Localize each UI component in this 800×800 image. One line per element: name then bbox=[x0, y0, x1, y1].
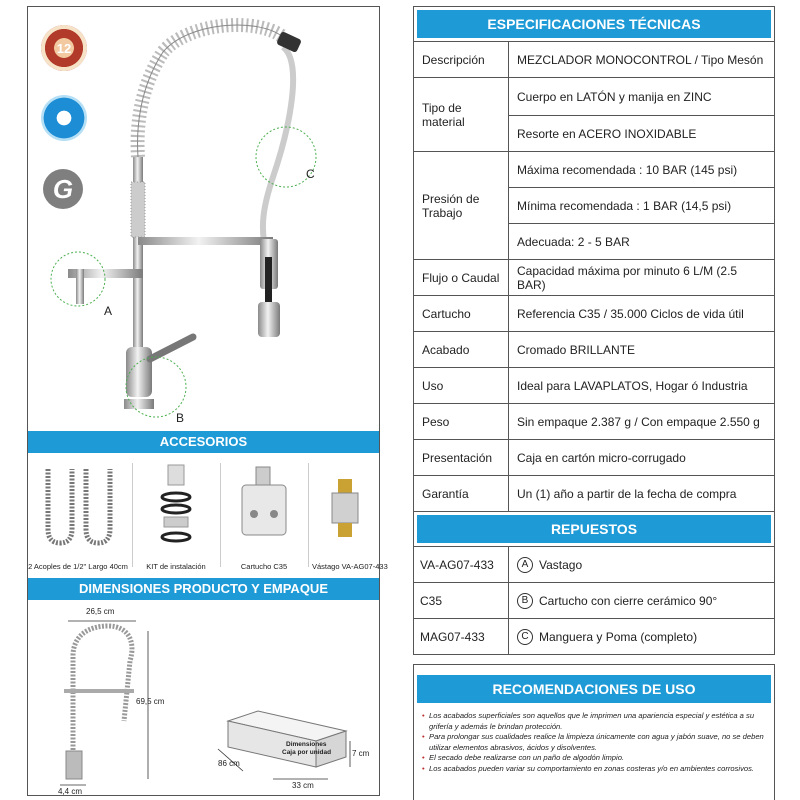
spec-label: Flujo o Caudal bbox=[414, 260, 509, 295]
spec-label: Peso bbox=[414, 404, 509, 439]
box-label-1: Dimensiones bbox=[286, 741, 327, 748]
spec-label: Presentación bbox=[414, 440, 509, 475]
product-panel bbox=[27, 6, 388, 796]
specs-title: ESPECIFICACIONES TÉCNICAS bbox=[417, 10, 771, 38]
callout-a: A bbox=[104, 304, 113, 318]
spec-value: Mínima recomendada : 1 BAR (14,5 psi) bbox=[509, 187, 774, 223]
install-kit-icon bbox=[136, 459, 216, 549]
spec-row-material bbox=[414, 77, 774, 151]
repuestos-section bbox=[414, 511, 774, 543]
repuesto-desc: Cartucho con cierre cerámico 90° bbox=[539, 593, 718, 608]
spec-row-flujo bbox=[414, 259, 774, 295]
repuesto-row-a bbox=[414, 546, 774, 582]
divider bbox=[132, 463, 133, 567]
spec-value: Referencia C35 / 35.000 Ciclos de vida útil bbox=[517, 306, 744, 321]
recommendation-item: • El secado debe realizarse con un paño de algodón limpio. bbox=[422, 753, 768, 764]
spec-row-peso bbox=[414, 403, 774, 439]
letter-marker: A bbox=[517, 557, 533, 573]
spec-value: Ideal para LAVAPLATOS, Hogar ó Industria bbox=[517, 378, 748, 393]
accesorios-header: ACCESORIOS bbox=[28, 431, 379, 453]
accessory-stem bbox=[312, 459, 388, 575]
recommendations-box bbox=[413, 664, 775, 800]
hose-icon bbox=[28, 459, 128, 549]
box-width: 33 cm bbox=[292, 781, 314, 790]
dim-height: 69,5 cm bbox=[136, 697, 165, 706]
letter-marker: C bbox=[517, 629, 533, 645]
divider bbox=[308, 463, 309, 567]
spec-value: MEZCLADOR MONOCONTROL / Tipo Mesón bbox=[517, 52, 764, 67]
repuestos-title: REPUESTOS bbox=[417, 515, 771, 543]
repuesto-desc: Vastago bbox=[539, 557, 583, 572]
spec-value: Caja en cartón micro-corrugado bbox=[517, 450, 686, 465]
accessory-cartridge bbox=[224, 459, 304, 575]
recommendation-item: • Para prolongar sus cualidades realice la limpieza únicamente con agua y jabón suave, no se deben utilizar elementos abrasivos, ácidos y disolventes. bbox=[422, 732, 768, 753]
spec-label: Garantía bbox=[414, 476, 509, 511]
accessory-hoses bbox=[28, 459, 128, 575]
accessory-caption: Vástago VA-AG07-433 bbox=[312, 562, 388, 571]
cartridge-icon bbox=[224, 459, 304, 549]
letter-marker: B bbox=[517, 593, 533, 609]
accessory-caption: 2 Acoples de 1/2" Largo 40cm bbox=[28, 562, 128, 571]
spec-row-presion bbox=[414, 151, 774, 259]
dim-base: 4,4 cm bbox=[58, 787, 83, 796]
recommendation-item: • Los acabados superficiales son aquellos que le imprimen una apariencia especial y estética a su grifería y además le brindan protección. bbox=[422, 711, 768, 732]
dimensions-area bbox=[28, 601, 379, 795]
box-depth: 86 cm bbox=[218, 759, 240, 768]
spec-value: Un (1) año a partir de la fecha de compra bbox=[517, 486, 737, 501]
stem-icon bbox=[312, 459, 378, 549]
spec-label: Acabado bbox=[414, 332, 509, 367]
dim-width: 26,5 cm bbox=[86, 607, 115, 616]
spec-row-uso bbox=[414, 367, 774, 403]
repuesto-code: MAG07-433 bbox=[414, 619, 509, 654]
spec-label: Presión de Trabajo bbox=[414, 152, 509, 259]
spec-label: Tipo de material bbox=[414, 78, 509, 151]
recommendation-item: • Los acabados pueden variar su comportamiento en zonas costeras y/o en ambientes corrosivos. bbox=[422, 764, 768, 775]
spec-label: Descripción bbox=[414, 42, 509, 77]
accessory-caption: Cartucho C35 bbox=[240, 562, 288, 571]
spec-table bbox=[413, 6, 775, 655]
callout-b: B bbox=[176, 411, 185, 425]
faucet-illustration bbox=[28, 7, 379, 431]
spec-row-garantia bbox=[414, 475, 774, 511]
spec-value: Resorte en ACERO INOXIDABLE bbox=[509, 115, 774, 151]
spec-value: Máxima recomendada : 10 BAR (145 psi) bbox=[517, 162, 738, 177]
spec-row-cartucho bbox=[414, 295, 774, 331]
accessory-caption: KIT de instalación bbox=[146, 562, 206, 571]
warranty-years: 12 bbox=[56, 40, 72, 56]
spec-label: Uso bbox=[414, 368, 509, 403]
callout-c: C bbox=[306, 167, 315, 181]
divider bbox=[220, 463, 221, 567]
box-label-2: Caja por unidad bbox=[282, 749, 332, 756]
spec-row-presentacion bbox=[414, 439, 774, 475]
g-logo-letter: G bbox=[52, 173, 74, 204]
spec-row-descripcion bbox=[414, 41, 774, 77]
repuesto-code: VA-AG07-433 bbox=[414, 547, 509, 582]
accessory-install-kit bbox=[136, 459, 216, 575]
repuesto-row-b bbox=[414, 582, 774, 618]
box-height: 7 cm bbox=[352, 749, 370, 758]
spec-row-acabado bbox=[414, 331, 774, 367]
dimensions-drawing bbox=[28, 601, 379, 795]
spec-value: Capacidad máxima por minuto 6 L/M (2.5 BAR) bbox=[517, 263, 738, 292]
spec-value: Adecuada: 2 - 5 BAR bbox=[509, 223, 774, 259]
repuesto-row-c bbox=[414, 618, 774, 654]
dimensiones-header: DIMENSIONES PRODUCTO Y EMPAQUE bbox=[28, 578, 379, 600]
spec-value: Cuerpo en LATÓN y manija en ZINC bbox=[517, 89, 712, 104]
spec-value: Cromado BRILLANTE bbox=[517, 342, 636, 357]
product-image-area bbox=[28, 7, 379, 431]
recommendations-title: RECOMENDACIONES DE USO bbox=[417, 675, 771, 703]
accessories-list bbox=[28, 455, 388, 577]
spec-value: Sin empaque 2.387 g / Con empaque 2.550 g bbox=[517, 414, 760, 429]
spec-label: Cartucho bbox=[414, 296, 509, 331]
repuesto-desc: Manguera y Poma (completo) bbox=[539, 629, 698, 644]
repuesto-code: C35 bbox=[414, 583, 509, 618]
recommendations-list bbox=[414, 707, 774, 775]
